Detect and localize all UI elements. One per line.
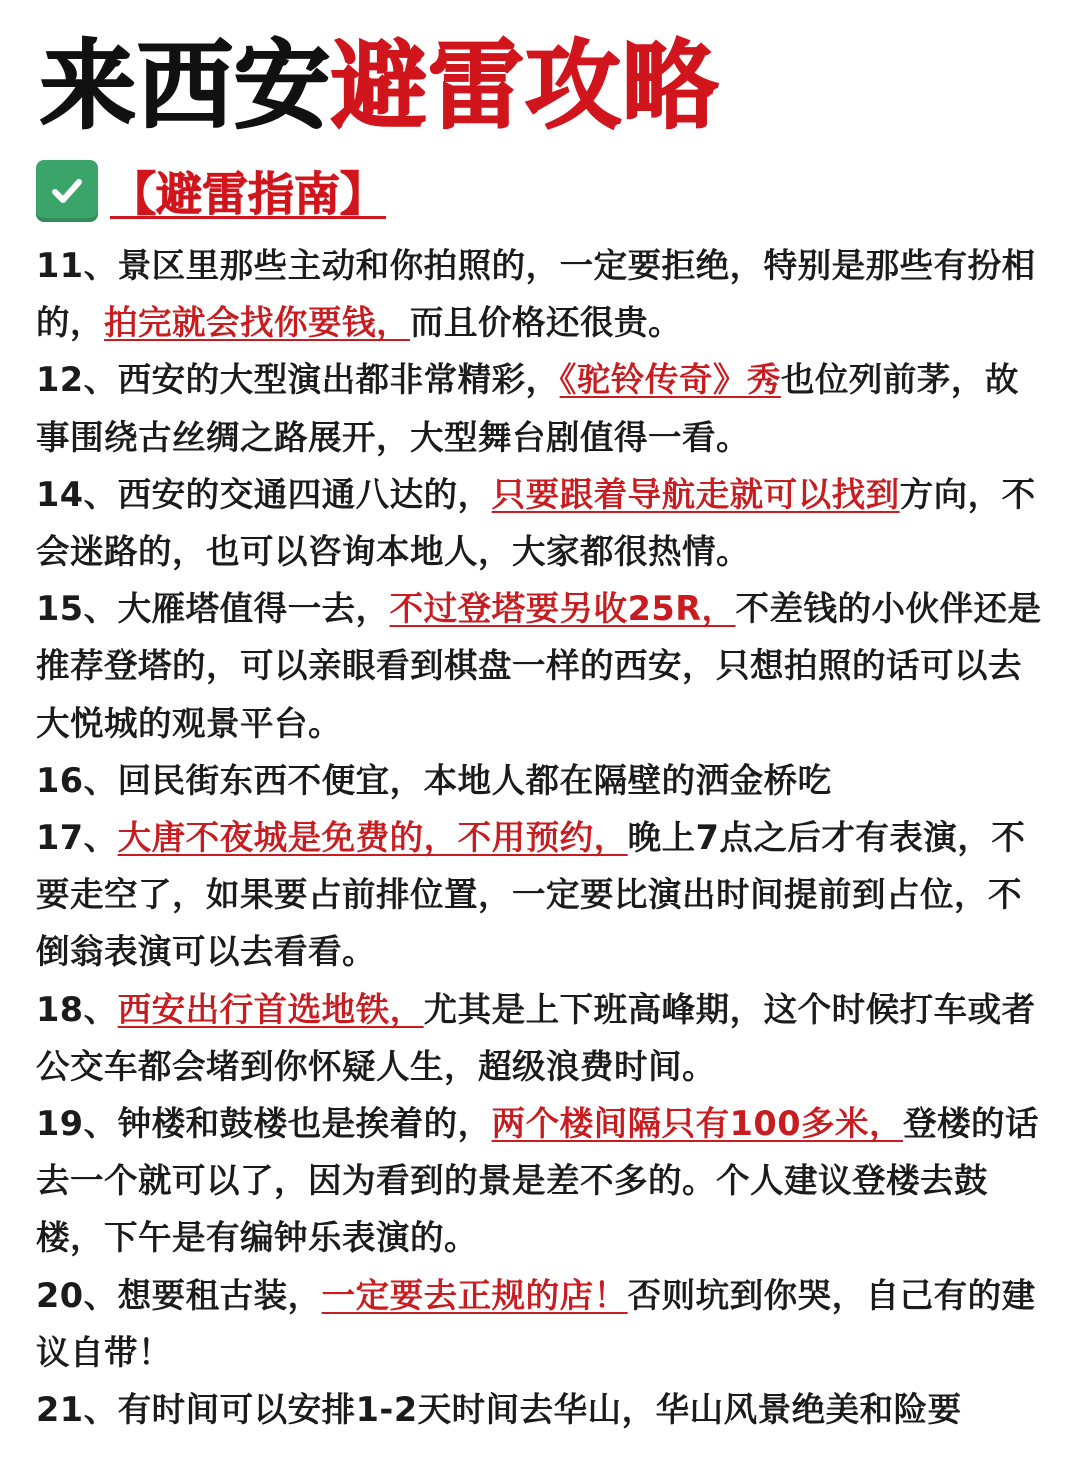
tip-text: 18、 <box>36 989 118 1029</box>
tip-text: 而且价格还很贵。 <box>410 303 682 343</box>
tip-item <box>36 1095 1046 1267</box>
tip-text: 20、想要租古装， <box>36 1275 322 1315</box>
section-header <box>36 158 386 224</box>
tip-item <box>36 1381 1046 1438</box>
tip-text: 尤其是上下班高峰期，这个时候打车或者公交车都会堵到你怀疑人生，超级浪费时间。 <box>36 989 1036 1086</box>
tip-text: 16、回民街东西不便宜，本地人都在隔壁的洒金桥吃 <box>36 760 832 800</box>
tip-text: 12、西安的大型演出都非常精彩， <box>36 360 560 400</box>
tip-highlight: 西安出行首选地铁， <box>117 989 424 1029</box>
tip-item <box>36 466 1046 580</box>
check-icon <box>36 160 98 222</box>
tip-highlight: 《驼铃传奇》秀 <box>559 360 781 400</box>
tip-text: 否则坑到你哭，自己有的建议自带！ <box>36 1275 1036 1372</box>
tip-text: 17、 <box>36 818 118 858</box>
tip-item <box>36 809 1046 981</box>
section-title: 【避雷指南】 <box>110 167 386 221</box>
tip-item <box>36 752 1046 809</box>
tip-text: 11、景区里那些主动和你拍照的，一定要拒绝，特别是那些有扮相的， <box>36 246 1036 343</box>
tip-item <box>36 1267 1046 1381</box>
tip-text: 登楼的话去一个就可以了，因为看到的景是差不多的。个人建议登楼去鼓楼，下午是有编钟乐表演的。 <box>36 1104 1040 1258</box>
title-part-1: 来西安 <box>40 30 331 142</box>
tip-text: 不差钱的小伙伴还是推荐登塔的，可以亲眼看到棋盘一样的西安，只想拍照的话可以去大悦城的观景平台。 <box>36 589 1042 743</box>
page-title <box>40 30 719 142</box>
tip-item <box>36 580 1046 752</box>
tip-text: 方向，不会迷路的，也可以咨询本地人，大家都很热情。 <box>36 474 1036 572</box>
title-part-2: 避雷攻略 <box>331 30 719 142</box>
tip-highlight: 两个楼间隔只有100多米， <box>491 1104 904 1144</box>
tip-item <box>36 981 1046 1095</box>
tip-text: 19、钟楼和鼓楼也是挨着的， <box>36 1104 492 1144</box>
tip-text: 也位列前茅，故事围绕古丝绸之路展开，大型舞台剧值得一看。 <box>36 360 1019 457</box>
tip-text: 14、西安的交通四通八达的， <box>36 474 492 514</box>
tip-text: 21、有时间可以安排1-2天时间去华山，华山风景绝美和险要 <box>36 1390 962 1430</box>
tip-item <box>36 237 1046 351</box>
tips-list <box>36 237 1046 1438</box>
tip-highlight: 不过登塔要另收25R， <box>389 589 736 629</box>
tip-item <box>36 351 1046 465</box>
tip-highlight: 拍完就会找你要钱， <box>104 303 410 343</box>
tip-highlight: 一定要去正规的店！ <box>321 1275 628 1315</box>
tip-highlight: 大唐不夜城是免费的，不用预约， <box>117 818 628 858</box>
tip-text: 15、大雁塔值得一去， <box>36 589 390 629</box>
tip-text: 晚上7点之后才有表演，不要走空了，如果要占前排位置，一定要比演出时间提前到占位，不倒翁表演可以去看看。 <box>36 818 1026 972</box>
tip-highlight: 只要跟着导航走就可以找到 <box>491 474 900 514</box>
